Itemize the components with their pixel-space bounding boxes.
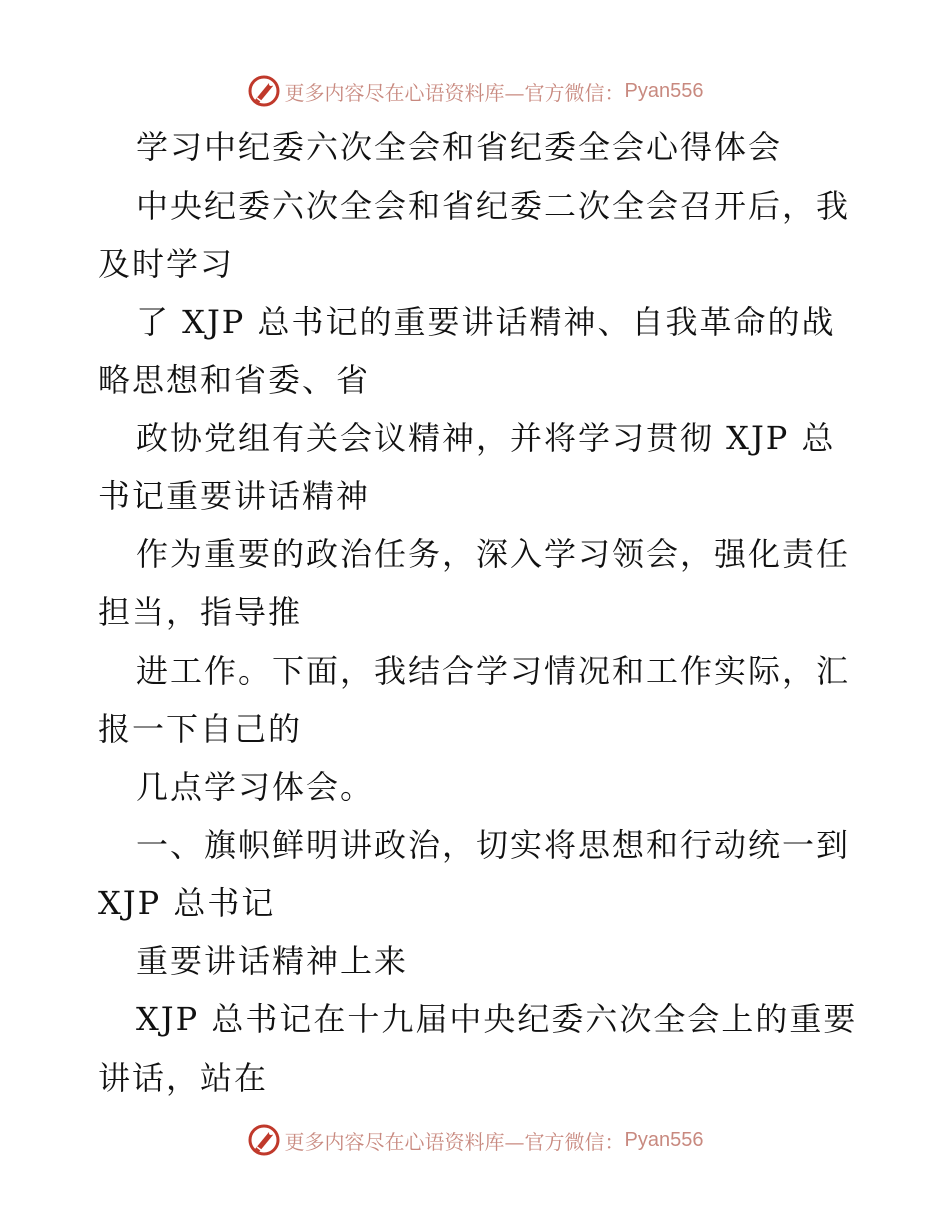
paragraph-line: 进工作。下面，我结合学习情况和工作实际，汇 — [136, 652, 851, 690]
watermark-id: Pyan556 — [624, 1128, 704, 1151]
document-title: 学习中纪委六次全会和省纪委全会心得体会 — [136, 128, 783, 166]
pen-seal-logo-icon — [247, 1123, 281, 1157]
section-heading: XJP 总书记 — [98, 884, 276, 922]
paragraph-line: 担当，指导推 — [98, 593, 303, 631]
section-heading: 一、旗帜鲜明讲政治，切实将思想和行动统一到 — [136, 826, 851, 864]
paragraph-line: 几点学习体会。 — [136, 768, 375, 806]
paragraph-line: 了 XJP 总书记的重要讲话精神、自我革命的战 — [136, 303, 836, 341]
paragraph-line: 政协党组有关会议精神，并将学习贯彻 XJP 总 — [136, 419, 836, 457]
paragraph-line: 略思想和省委、省 — [98, 361, 371, 399]
paragraph-line: 中央纪委六次全会和省纪委二次全会召开后，我 — [136, 187, 851, 225]
paragraph-line: 及时学习 — [98, 245, 235, 283]
section-heading: 重要讲话精神上来 — [136, 942, 409, 980]
paragraph-line: 作为重要的政治任务，深入学习领会，强化责任 — [136, 535, 851, 573]
watermark-id: Pyan556 — [624, 79, 704, 102]
pen-seal-logo-icon — [247, 74, 281, 108]
header-watermark — [0, 71, 950, 111]
paragraph-line: 书记重要讲话精神 — [98, 477, 371, 515]
paragraph-line: 报一下自己的 — [98, 710, 303, 748]
watermark-text: 更多内容尽在心语资料库—官方微信： — [284, 80, 625, 105]
paragraph-line: XJP 总书记在十九届中央纪委六次全会上的重要 — [136, 1000, 858, 1038]
footer-watermark — [0, 1120, 950, 1160]
paragraph-line: 讲话，站在 — [98, 1059, 269, 1097]
watermark-text: 更多内容尽在心语资料库—官方微信： — [284, 1129, 625, 1154]
